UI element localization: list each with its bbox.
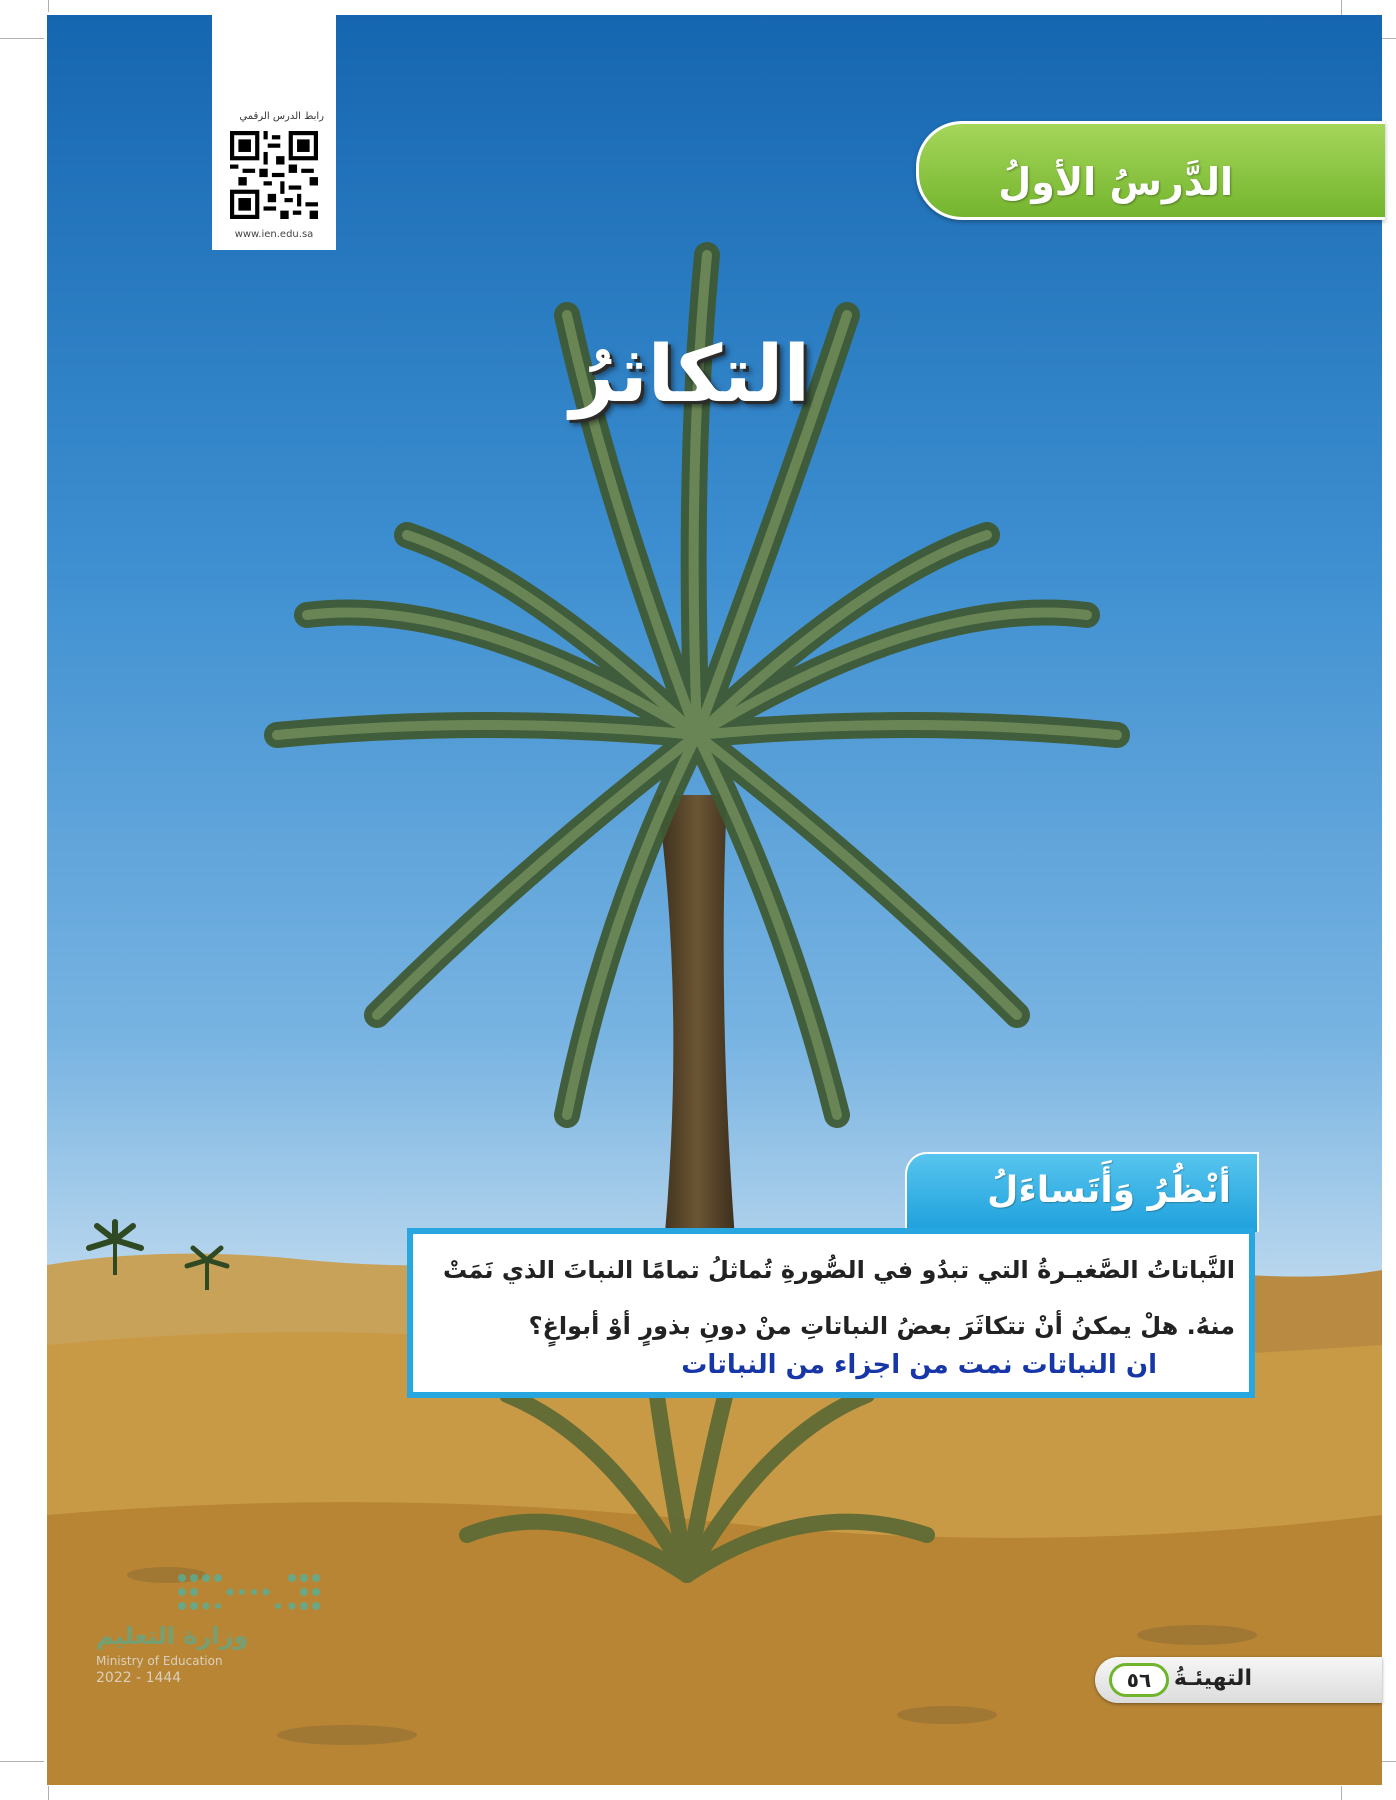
textbook-page [47,15,1382,1785]
ministry-logo [96,1570,336,1690]
ministry-name-en: Ministry of Education [96,1654,223,1668]
crop-mark [1341,1786,1382,1800]
page-number: ٥٦ [1109,1663,1169,1697]
qr-panel [212,15,336,250]
ministry-dots-icon [172,1570,332,1614]
crop-mark [48,0,89,12]
qr-label: رابط الدرس الرقمي [239,111,324,122]
crop-mark [0,38,44,79]
section-name: التهيئـةُ [1173,1666,1252,1691]
lesson-banner [916,121,1385,220]
qr-code-icon[interactable] [230,131,318,219]
palm-tree-illustration [47,15,1382,1785]
handwritten-answer[interactable]: ان النباتات نمت من اجزاء من النباتات [681,1350,1157,1380]
look-and-wonder-heading: أنْظُرُ وَأَتَساءَلُ [987,1170,1231,1211]
crop-mark [48,1786,89,1800]
page-title: التكاثرُ [569,330,811,420]
lesson-number: الدَّرسُ الأولُ [998,160,1233,204]
look-and-wonder-box [407,1228,1255,1398]
ministry-year: 2022 - 1444 [96,1670,182,1686]
qr-url[interactable]: www.ien.edu.sa [234,229,314,240]
ministry-name-ar: وزارة التعليم [96,1622,249,1650]
question-text-line1: النَّباتاتُ الصَّغيـرةُ التي تبدُو في الصُّورةِ تُماثلُ تمامًا النباتَ الذي نَمَتْ [443,1256,1235,1284]
look-and-wonder-tab [905,1152,1259,1232]
question-text-line2: منهُ. هلْ يمكنُ أنْ تتكاثَرَ بعضُ النباتاتِ منْ دونِ بذورٍ أوْ أبواغٍ؟ [528,1312,1235,1340]
crop-mark [0,1721,44,1762]
footer-tab [1095,1657,1382,1703]
